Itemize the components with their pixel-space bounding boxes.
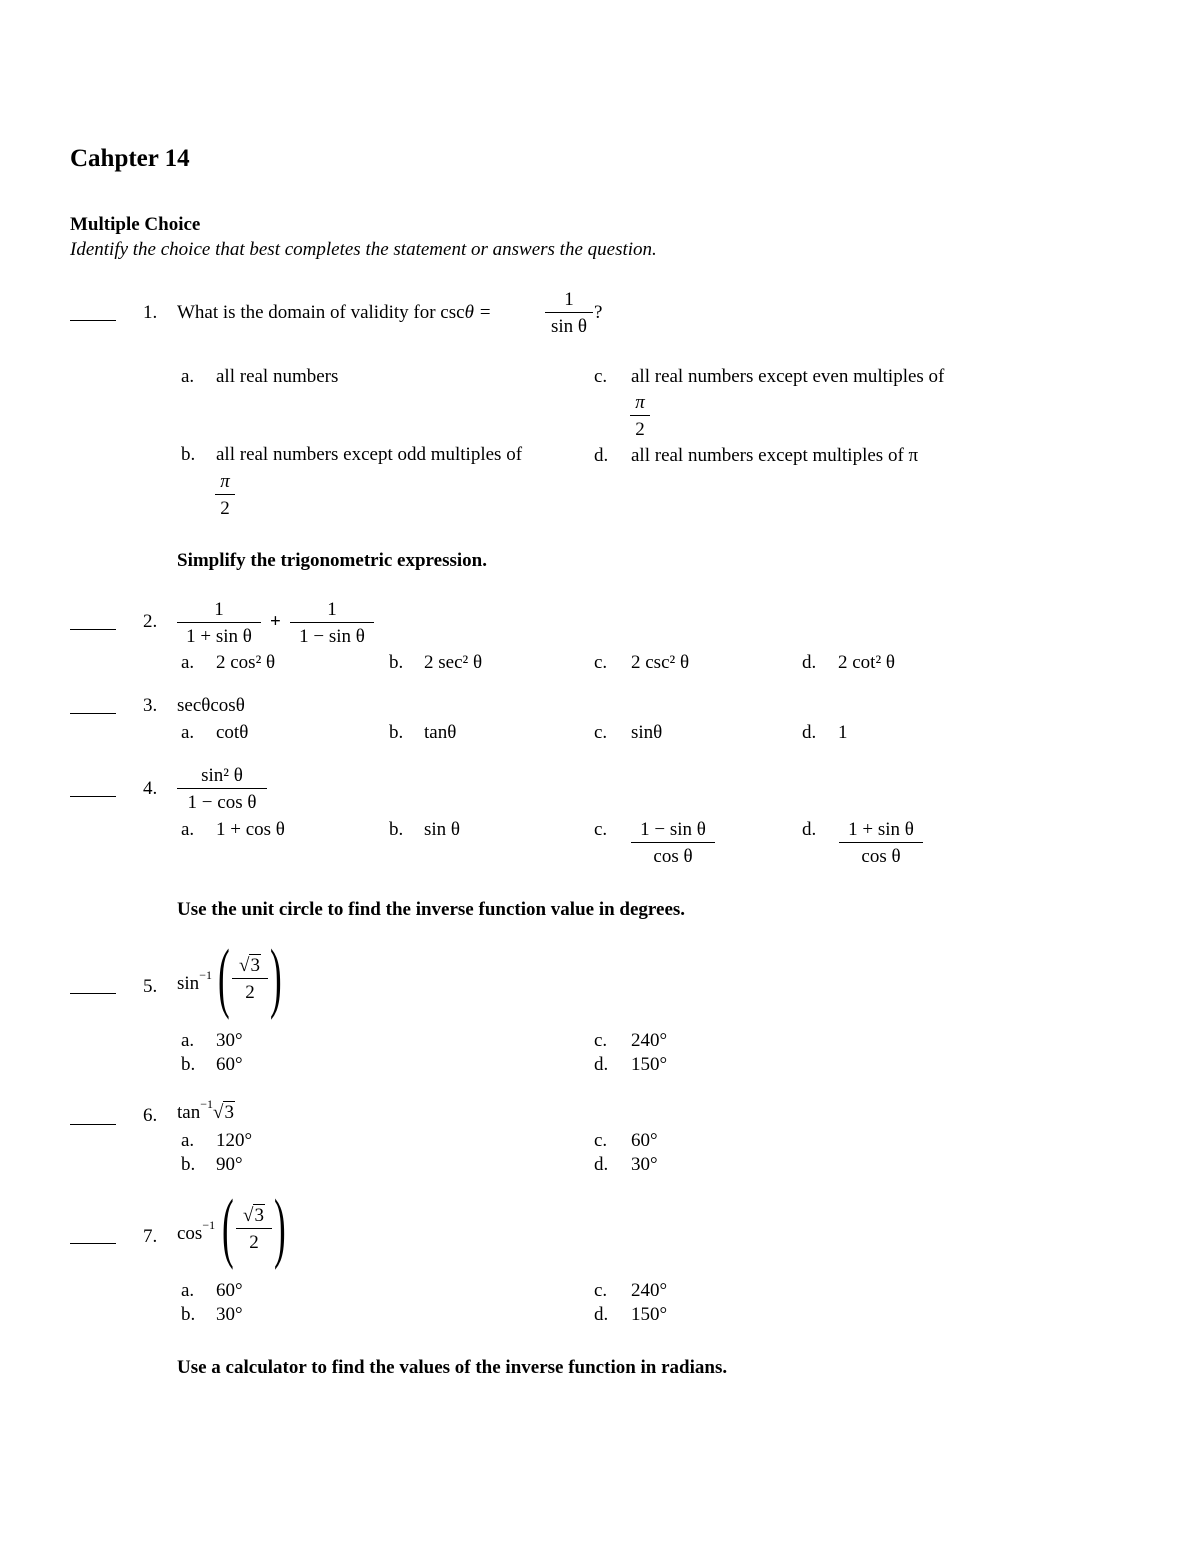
choice-letter-2c: c.	[594, 652, 608, 673]
question-number-1: 1.	[143, 302, 158, 323]
plus-sign: +	[270, 611, 281, 632]
fraction-numerator: 1	[214, 599, 224, 620]
answer-blank-6[interactable]	[70, 1124, 116, 1125]
choice-letter-4b: b.	[389, 819, 404, 840]
left-paren: (	[218, 933, 230, 1020]
question-1-fraction	[545, 290, 593, 336]
choice-letter-3a: a.	[181, 722, 195, 743]
fraction-numerator: 1	[564, 289, 574, 310]
fraction-numerator: √3	[243, 1205, 264, 1226]
inverse-exponent: −1	[200, 1097, 213, 1111]
question-1-text	[177, 303, 491, 322]
fraction-bar	[545, 312, 593, 313]
answer-blank-4[interactable]	[70, 796, 116, 797]
answer-blank-2[interactable]	[70, 629, 116, 630]
fraction-numerator: √3	[239, 955, 260, 976]
fraction-numerator: sin² θ	[201, 765, 243, 786]
choice-7d[interactable]: 150°	[631, 1304, 668, 1325]
choice-1c-fraction	[630, 393, 650, 439]
choice-4b[interactable]: sin θ	[424, 819, 461, 840]
fraction-bar	[177, 788, 267, 789]
choice-5a[interactable]: 30°	[216, 1030, 243, 1051]
choice-5c[interactable]: 240°	[631, 1030, 668, 1051]
inverse-exponent: −1	[202, 1218, 216, 1232]
fraction-denominator: 1 + sin θ	[186, 626, 252, 647]
choice-letter-1d: d.	[594, 445, 609, 466]
choice-4c[interactable]	[631, 820, 715, 866]
question-number-4: 4.	[143, 778, 158, 799]
choice-letter-6a: a.	[181, 1130, 195, 1151]
fraction-bar	[839, 842, 923, 843]
fraction-denominator: cos θ	[861, 846, 901, 867]
fraction-denominator: 1 − sin θ	[299, 626, 365, 647]
question-3-expression: secθcosθ	[177, 695, 245, 716]
choice-letter-5a: a.	[181, 1030, 195, 1051]
choice-letter-1a: a.	[181, 366, 195, 387]
choice-letter-2b: b.	[389, 652, 404, 673]
choice-letter-7b: b.	[181, 1304, 196, 1325]
section-title: Multiple Choice	[70, 214, 201, 235]
choice-5d[interactable]: 150°	[631, 1054, 668, 1075]
fraction-numerator: π	[635, 392, 645, 413]
choice-3d[interactable]: 1	[838, 722, 848, 743]
choice-letter-1c: c.	[594, 366, 608, 387]
choice-letter-2a: a.	[181, 652, 195, 673]
fraction-bar	[215, 494, 235, 495]
answer-blank-7[interactable]	[70, 1243, 116, 1244]
theta-symbol: θ =	[464, 302, 492, 323]
question-6-expression: $\tan^{-1}√3$	[177, 1097, 234, 1123]
choice-6c[interactable]: 60°	[631, 1130, 658, 1151]
fraction-bar	[290, 622, 374, 623]
question-2-fraction-1	[177, 600, 261, 646]
choice-1a[interactable]: all real numbers	[216, 366, 339, 387]
chapter-title: Cahpter 14	[70, 145, 190, 172]
choice-4d[interactable]	[839, 820, 923, 866]
fraction-numerator: 1 + sin θ	[848, 819, 914, 840]
radicand: 3	[254, 1205, 264, 1226]
question-7-fraction	[236, 1206, 272, 1252]
choice-3a[interactable]: cotθ	[216, 722, 249, 743]
choice-6a[interactable]: 120°	[216, 1130, 253, 1151]
choice-2a[interactable]: 2 cos² θ	[216, 652, 276, 673]
choice-letter-4d: d.	[802, 819, 817, 840]
choice-1d[interactable]: all real numbers except multiples of π	[631, 445, 919, 466]
fraction-denominator: cos θ	[653, 846, 693, 867]
fraction-numerator: 1 − sin θ	[640, 819, 706, 840]
question-5-function	[177, 968, 212, 994]
answer-blank-5[interactable]	[70, 993, 116, 994]
fraction-bar	[630, 415, 650, 416]
choice-letter-7d: d.	[594, 1304, 609, 1325]
choice-letter-4c: c.	[594, 819, 608, 840]
fraction-numerator: 1	[327, 599, 337, 620]
function-name: tan	[177, 1102, 201, 1123]
choice-1c[interactable]: all real numbers except even multiples of	[631, 366, 945, 387]
fraction-bar	[236, 1228, 272, 1229]
choice-letter-3b: b.	[389, 722, 404, 743]
radicand: 3	[224, 1102, 234, 1123]
choice-6b[interactable]: 90°	[216, 1154, 243, 1175]
question-2-fraction-2	[290, 600, 374, 646]
choice-letter-1b: b.	[181, 444, 196, 465]
inverse-exponent: −1	[199, 968, 212, 982]
choice-4a[interactable]: 1 + cos θ	[216, 819, 285, 840]
right-paren: )	[274, 1183, 286, 1270]
question-1-qmark: ?	[594, 302, 603, 323]
fraction-numerator: π	[220, 471, 230, 492]
choice-letter-2d: d.	[802, 652, 817, 673]
choice-3b[interactable]: tanθ	[424, 722, 457, 743]
left-paren: (	[222, 1183, 234, 1270]
question-5-fraction	[232, 956, 268, 1002]
choice-letter-6b: b.	[181, 1154, 196, 1175]
choice-letter-4a: a.	[181, 819, 195, 840]
choice-letter-5c: c.	[594, 1030, 608, 1051]
choice-letter-6c: c.	[594, 1130, 608, 1151]
choice-letter-5d: d.	[594, 1054, 609, 1075]
right-paren: )	[270, 933, 282, 1020]
fraction-bar	[177, 622, 261, 623]
choice-2b[interactable]: 2 sec² θ	[424, 652, 483, 673]
choice-1b[interactable]: all real numbers except odd multiples of	[216, 444, 523, 465]
question-number-2: 2.	[143, 611, 158, 632]
choice-6d[interactable]: 30°	[631, 1154, 658, 1175]
fraction-denominator: 2	[245, 982, 255, 1003]
question-number-5: 5.	[143, 976, 158, 997]
choice-letter-7c: c.	[594, 1280, 608, 1301]
choice-letter-6d: d.	[594, 1154, 609, 1175]
choice-7a[interactable]: 60°	[216, 1280, 243, 1301]
instructions: Identify the choice that best completes the statement or answers the question.	[70, 239, 657, 260]
choice-7c[interactable]: 240°	[631, 1280, 668, 1301]
fraction-denominator: 2	[635, 419, 645, 440]
choice-5b[interactable]: 60°	[216, 1054, 243, 1075]
question-number-7: 7.	[143, 1226, 158, 1247]
answer-blank-1[interactable]	[70, 320, 116, 321]
answer-blank-3[interactable]	[70, 713, 116, 714]
fraction-denominator: sin θ	[550, 316, 588, 337]
choice-1b-fraction	[215, 472, 235, 518]
choice-7b[interactable]: 30°	[216, 1304, 243, 1325]
question-number-6: 6.	[143, 1105, 158, 1126]
choice-letter-3c: c.	[594, 722, 608, 743]
radicand: 3	[250, 955, 260, 976]
choice-letter-7a: a.	[181, 1280, 195, 1301]
choice-2c[interactable]: 2 csc² θ	[631, 652, 690, 673]
fraction-denominator: 2	[220, 498, 230, 519]
fraction-bar	[631, 842, 715, 843]
question-number-3: 3.	[143, 695, 158, 716]
heading-calculator: Use a calculator to find the values of the inverse function in radians.	[177, 1357, 728, 1378]
function-name: cos	[177, 1223, 203, 1244]
heading-simplify: Simplify the trigonometric expression.	[177, 550, 487, 571]
choice-letter-3d: d.	[802, 722, 817, 743]
function-name: sin	[177, 973, 200, 994]
choice-2d[interactable]: 2 cot² θ	[838, 652, 896, 673]
choice-3c[interactable]: sinθ	[631, 722, 663, 743]
question-7-function	[177, 1218, 216, 1244]
choice-letter-5b: b.	[181, 1054, 196, 1075]
heading-unit-circle: Use the unit circle to find the inverse function value in degrees.	[177, 899, 686, 920]
fraction-bar	[232, 978, 268, 979]
fraction-denominator: 2	[249, 1232, 259, 1253]
fraction-denominator: 1 − cos θ	[187, 792, 257, 813]
question-4-fraction	[177, 766, 267, 812]
question-1-stem: What is the domain of validity for csc	[177, 302, 465, 323]
